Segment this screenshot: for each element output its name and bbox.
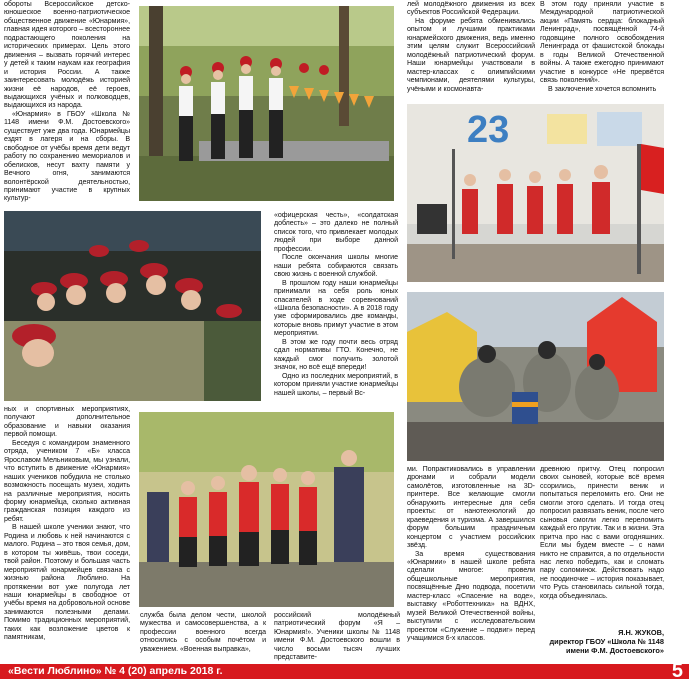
article-column-3-top [407,0,535,101]
article-column-2-bottom [140,611,266,663]
paragraph: российский молодёжный патриотический форум «Я – Юнармия!». Ученики школы № 1148 имени Ф.М. Достоевского вошли в число восьми тысяч лучших представите- [274,611,400,662]
photo-group-officers [139,412,394,607]
author-school: имени Ф.М. Достоевского» [565,646,664,655]
article-column-1-top [4,0,130,211]
author-signature [520,628,664,662]
article-column-6 [540,465,664,625]
paragraph: В заключение хочется вспомнить [548,84,657,93]
article-column-1-bottom [4,405,130,662]
paragraph: «офицерская честь», «солдатская доблесть» – это далеко не полный список того, что привлекает молодых людей при выборе данной профессии. [274,211,398,253]
photo-outdoor-ceremony [139,6,394,201]
article-column-5 [407,465,535,643]
paragraph: ми. Попрактиковались в управлении дронами и собрали модели самолётов, изготовленные на 3D-принтере. Все желающие смогли обнаружить интересные для себя проекты: от нанотехнологий до краеведения и туризма. А завершился форум большим праздничным концертом с участием российских звёзд. [407,465,535,550]
paragraph: В этом же году почти весь отряд сдал нормативы ГТО. Конечно, не каждый смог получить золотой значок, но всё ещё впереди! [274,337,398,372]
paragraph: На форуме ребята обменивались опытом и лучшими практиками юнармейского движения, ведь именно этим целям служит Всероссийский молодёжный патриотический форум. Наши юнармейцы участвовали в мастер-классах с олимпийскими чемпионами, деятелями культуры, учёными и космонавта- [407,16,535,93]
paragraph: В нашей школе ученики знают, что Родина и любовь к ней начинаются с малого. Родина – это твоя семья, дом, в котором ты живёшь, твои соседи, твой район. Поэтому и большая часть мероприятий юнармейцев связана с жизнью района Люблино. На протяжении вот уже полугода лет наши юнармейцы в свободное от учёбы время на добровольной основе занимаются полезными делами. Помимо традиционных мероприятий, таких как возложение цветов к памятникам, [4,523,130,642]
paragraph: После окончания школы многие наши ребята собираются связать свою жизнь с военной службой. [274,253,398,279]
article-column-3-bottom [274,611,400,663]
paragraph: служба была делом чести, школой мужества и самосовершенства, а к профессии военного всегда относились с особым почётом и уважением. «Военная выправка», [140,611,266,653]
footer-issue-info: «Вести Люблино» № 4 (20) апрель 2018 г. [8,665,223,677]
photo-cadets-crowd [4,211,261,401]
paragraph: Беседуя с командиром знаменного отряда, учеником 7 «Б» класса Ярославом Мельниковым, мы узнали, что вступить в движение «Юнармия» наших учеников побудила не столько возможность посещать музеи, ходить на различные мероприятия, носить форму юнармейца, сколько активная гражданская позиция каждого из ребят. [4,438,130,523]
article-column-2 [274,211,398,411]
page-number: 5 [671,660,683,682]
page-footer [0,660,689,682]
paragraph: За время существования «Юнармии» в нашей школе ребята сделали многое: провели общешкольные мероприятия, посвящённые Дню подвода, посетили мастер-класс «Спасение на воде», выставку «Роботтехника» на ВДНХ, музей Великой Отечественной войны, выступили с исследовательским проектом «Служение – подвиг» перед учащимися 6-х классов. [407,549,535,643]
display-number-23: 23 [467,109,510,151]
paragraph: Одно из последних мероприятий, в котором приняли участие юнармейцы нашей школы, – первый Вс- [274,371,398,397]
photo-rescue-training [407,292,664,461]
article-column-4-top [540,0,664,101]
paragraph: ных и спортивных мероприятиях, получают дополнительное образование и навыки оказания первой помощи. [4,405,130,439]
paragraph: В прошлом году наши юнармейцы принимали на себя роль юных спасателей в ходе соревнований «Школа безопасности». А в 2018 году уже сформировались две команды, которые вновь примут участие в этом мероприятии. [274,278,398,338]
paragraph: В этом году приняли участие в Международной патриотической акции «Память сердца: блокадный Ленинград», посвящённой 74-й годовщине полного освобождения Ленинграда от фашистской блокады в годы Великой Отечественной войны. А также ежегодно принимают участие в конкурсе «Не прервётся связь поколений». [540,0,664,85]
paragraph: обороты Всероссийское детско-юношеское военно-патриотическое общественное движение «Юнармия», главная идея которого – всестороннее подрастающего поколения на исторических примерах. Цель этого движения – вызвать горячий интерес у детей к таким наукам как география и история России. А также заинтересовать молодёжь историей жизни её народов, её героев, выдающихся учёных и полководцев, выдающихся из народа. [4,0,130,110]
paragraph: «Юнармия» в ГБОУ «Школа № 1148 имени Ф.М. Достоевского» существует уже два года. Юнармейцы ездят в лагеря и на сборы. В свободное от учёбы время дети ведут работу по сохранению мемориалов и обелисков, несут вахту памяти у Вечного огня, занимаются волонтёрской деятельностью, принимают участие в крупных культур- [4,109,130,203]
paragraph: лей молодёжного движения из всех субъектов Российской Федерации. [407,0,535,17]
paragraph: древнюю притчу. Отец попросил своих сыновей, которые всё время ссорились, принести веник и попытаться переломить его. Они не смогли этого сделать. И тогда отец попросил развязать веник, после чего сыновья смогли легко переломить каждый его прутик. Так и в жизни. Эта притча про нас с вами огодняшних. Если мы будем вместе – с нами никто не справится, а по отдельности нас легко победить, как и сломать пару соломинок. Действовать надо не поодиночке – история показывает, что Русь становилась сильной тогда, когда объединялась. [540,465,664,600]
photo-classroom-23 [407,104,664,282]
author-position: директор ГБОУ «Школа № 1148 [549,637,664,646]
author-name: Я.Н. ЖУКОВ, [618,628,664,637]
